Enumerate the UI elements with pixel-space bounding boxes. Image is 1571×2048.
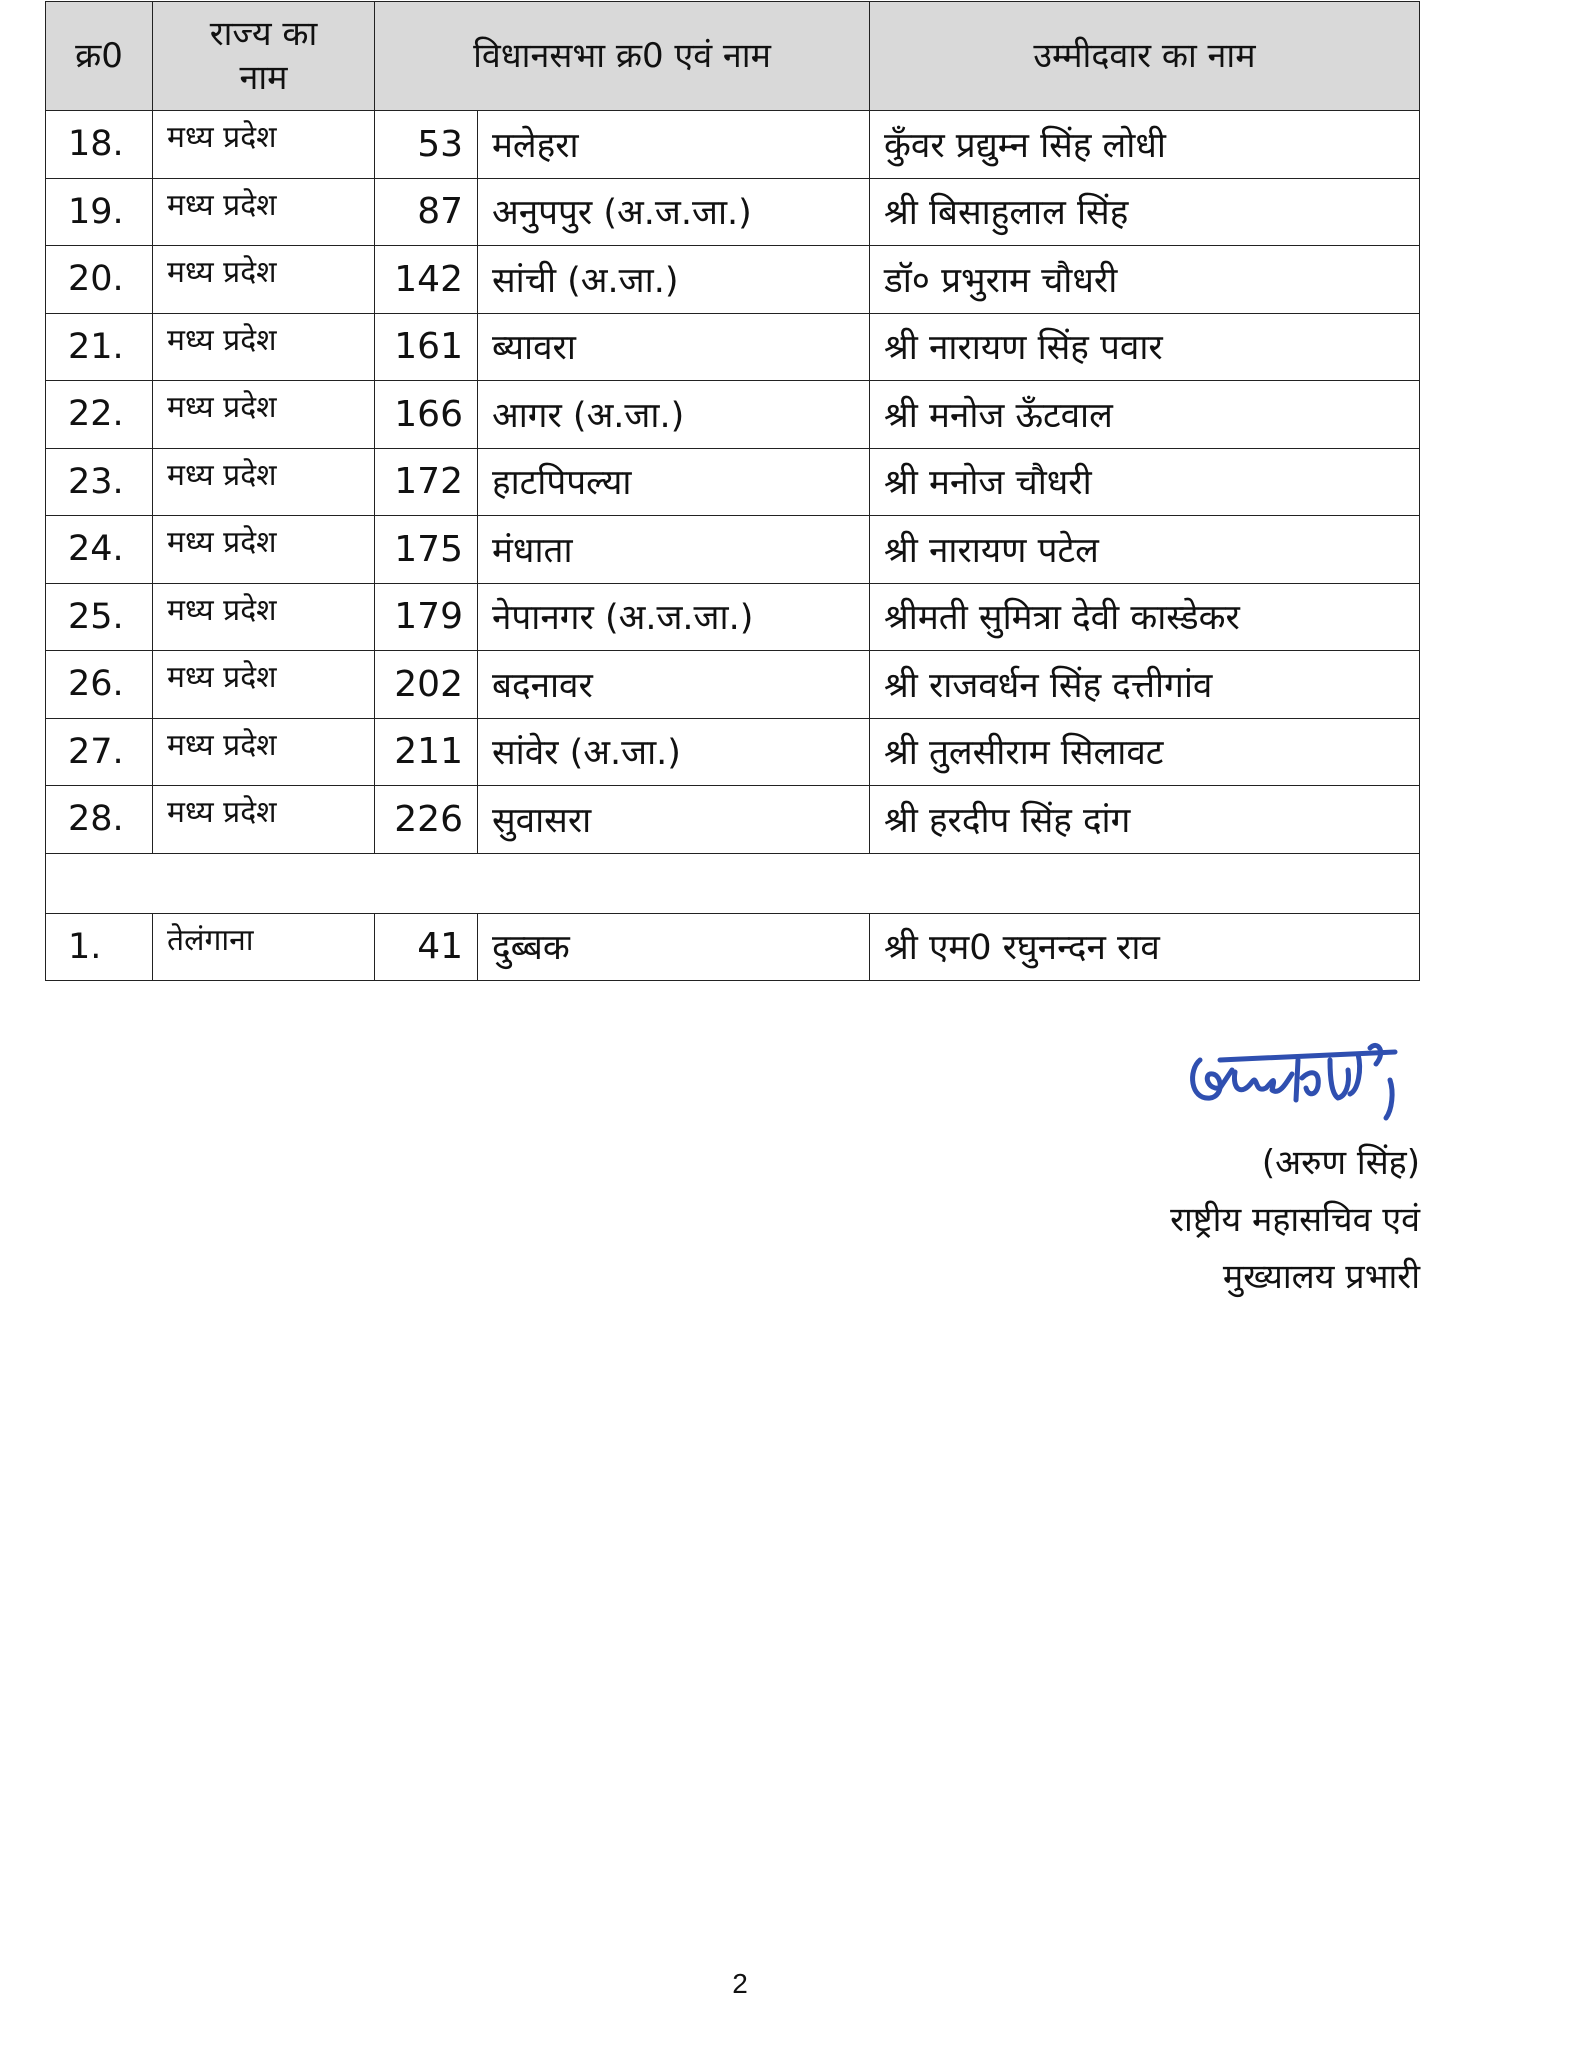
row-serial: 20. [46, 246, 153, 314]
row-constituency-name: दुब्बक [478, 913, 870, 981]
row-constituency-name: अनुपपुर (अ.ज.जा.) [478, 178, 870, 246]
row-serial: 22. [46, 381, 153, 449]
spacer-row [46, 853, 1420, 913]
table-row [46, 313, 1420, 381]
row-state: मध्य प्रदेश [153, 381, 375, 449]
row-constituency-number: 142 [375, 246, 478, 314]
header-constituency: विधानसभा क्र0 एवं नाम [375, 2, 870, 111]
row-constituency-name: नेपानगर (अ.ज.जा.) [478, 583, 870, 651]
row-serial: 19. [46, 178, 153, 246]
row-constituency-name: मलेहरा [478, 111, 870, 179]
row-candidate-name: श्री मनोज चौधरी [870, 448, 1420, 516]
row-constituency-name: बदनावर [478, 651, 870, 719]
table-body [46, 111, 1420, 981]
row-constituency-number: 202 [375, 651, 478, 719]
table-row [46, 381, 1420, 449]
row-state: मध्य प्रदेश [153, 786, 375, 854]
row-constituency-number: 211 [375, 718, 478, 786]
table-row [46, 651, 1420, 719]
candidates-table [45, 1, 1420, 981]
row-state: मध्य प्रदेश [153, 178, 375, 246]
table-row [46, 516, 1420, 584]
row-candidate-name: कुँवर प्रद्युम्न सिंह लोधी [870, 111, 1420, 179]
row-serial: 21. [46, 313, 153, 381]
row-state: मध्य प्रदेश [153, 246, 375, 314]
signatory-title-line1: राष्ट्रीय महासचिव एवं [1170, 1200, 1420, 1240]
row-state: मध्य प्रदेश [153, 313, 375, 381]
row-serial: 26. [46, 651, 153, 719]
row-serial: 23. [46, 448, 153, 516]
row-constituency-name: आगर (अ.जा.) [478, 381, 870, 449]
table-row [46, 111, 1420, 179]
row-candidate-name: डॉ० प्रभुराम चौधरी [870, 246, 1420, 314]
row-candidate-name: श्री मनोज ऊँटवाल [870, 381, 1420, 449]
signatory-name: (अरुण सिंह) [1261, 1143, 1420, 1183]
row-candidate-name: श्री नारायण पटेल [870, 516, 1420, 584]
row-serial: 28. [46, 786, 153, 854]
row-constituency-number: 226 [375, 786, 478, 854]
header-state: राज्य का नाम [153, 2, 375, 111]
table-row [46, 786, 1420, 854]
page-number: 2 [732, 1968, 748, 1999]
table-row [46, 448, 1420, 516]
table-row [46, 246, 1420, 314]
signatory-title-line2: मुख्यालय प्रभारी [1222, 1257, 1420, 1297]
row-serial: 25. [46, 583, 153, 651]
row-constituency-number: 179 [375, 583, 478, 651]
header-serial: क्र0 [46, 2, 153, 111]
row-state: मध्य प्रदेश [153, 516, 375, 584]
table-header-row [46, 2, 1420, 111]
row-candidate-name: श्री राजवर्धन सिंह दत्तीगांव [870, 651, 1420, 719]
table-row [46, 178, 1420, 246]
spacer-cell [46, 853, 1420, 913]
row-constituency-number: 175 [375, 516, 478, 584]
table-row [46, 913, 1420, 981]
row-constituency-name: सांवेर (अ.जा.) [478, 718, 870, 786]
row-state: मध्य प्रदेश [153, 448, 375, 516]
row-candidate-name: श्री तुलसीराम सिलावट [870, 718, 1420, 786]
row-serial: 24. [46, 516, 153, 584]
header-candidate: उम्मीदवार का नाम [870, 2, 1420, 111]
row-candidate-name: श्री हरदीप सिंह दांग [870, 786, 1420, 854]
row-constituency-number: 172 [375, 448, 478, 516]
row-constituency-number: 161 [375, 313, 478, 381]
row-candidate-name: श्री एम0 रघुनन्दन राव [870, 913, 1420, 981]
row-constituency-number: 41 [375, 913, 478, 981]
row-constituency-number: 87 [375, 178, 478, 246]
row-constituency-number: 166 [375, 381, 478, 449]
row-constituency-name: सांची (अ.जा.) [478, 246, 870, 314]
row-constituency-name: ब्यावरा [478, 313, 870, 381]
table-row [46, 718, 1420, 786]
row-constituency-number: 53 [375, 111, 478, 179]
row-serial: 1. [46, 913, 153, 981]
table-row [46, 583, 1420, 651]
row-candidate-name: श्री नारायण सिंह पवार [870, 313, 1420, 381]
row-state: मध्य प्रदेश [153, 651, 375, 719]
row-constituency-name: मंधाता [478, 516, 870, 584]
row-constituency-name: सुवासरा [478, 786, 870, 854]
row-constituency-name: हाटपिपल्या [478, 448, 870, 516]
signature-image [1180, 1030, 1420, 1140]
row-candidate-name: श्रीमती सुमित्रा देवी कास्डेकर [870, 583, 1420, 651]
row-state: मध्य प्रदेश [153, 583, 375, 651]
row-candidate-name: श्री बिसाहुलाल सिंह [870, 178, 1420, 246]
row-state: मध्य प्रदेश [153, 111, 375, 179]
row-serial: 18. [46, 111, 153, 179]
row-state: मध्य प्रदेश [153, 718, 375, 786]
row-serial: 27. [46, 718, 153, 786]
row-state: तेलंगाना [153, 913, 375, 981]
